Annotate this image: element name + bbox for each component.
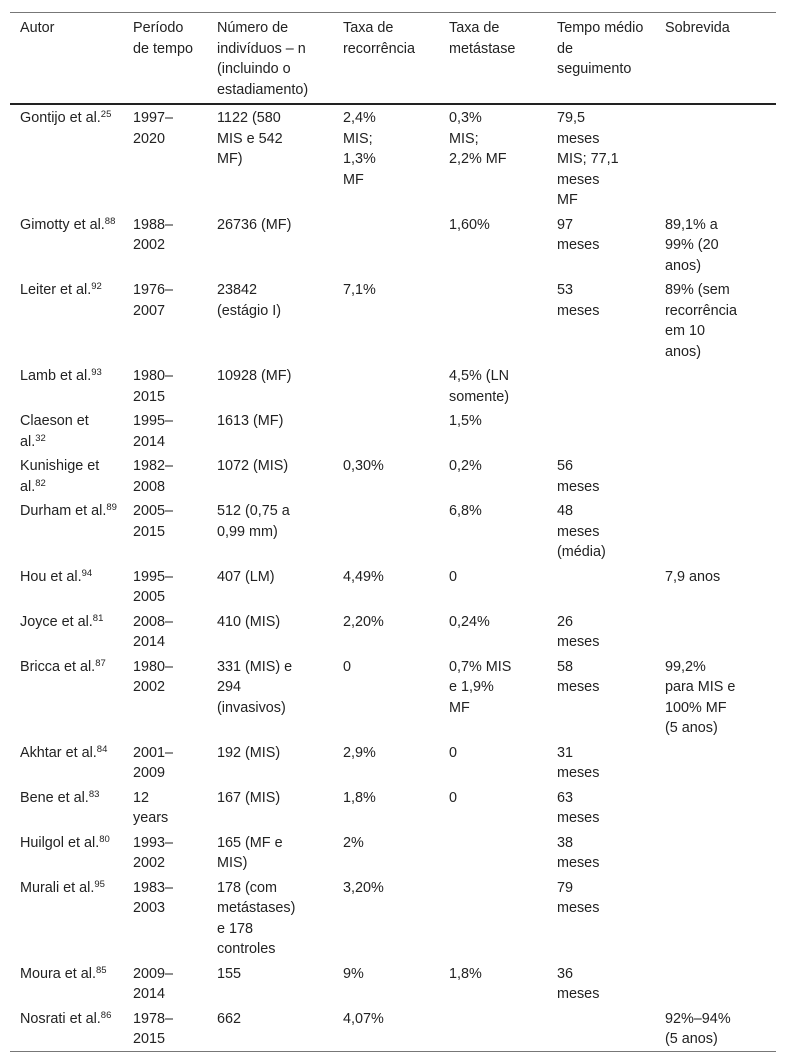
- cell-author: [10, 875, 123, 961]
- cell-period: 1995– 2005: [133, 568, 174, 605]
- reference-number: 88: [104, 215, 116, 227]
- author-name: Joyce et al.: [20, 613, 93, 630]
- cell-author: [10, 785, 123, 830]
- author-name: Leiter et al.: [20, 282, 92, 298]
- author-name: Durham et al.: [20, 503, 107, 519]
- cell-survival: [655, 498, 776, 564]
- cell-n: 10928 (MF): [217, 368, 292, 384]
- cell-metastasis: 0: [449, 789, 458, 806]
- cell-recurrence: 1,8%: [343, 789, 376, 806]
- cell-recurrence: 4,07%: [343, 1010, 384, 1027]
- author-name: Kunishige et al.: [20, 458, 100, 495]
- cell-survival: 7,9 anos: [665, 568, 721, 585]
- cell-survival: [655, 609, 776, 654]
- cell-n: 512 (0,75 a 0,99 mm): [217, 503, 290, 540]
- cell-author: [10, 104, 123, 212]
- reference-number: 86: [100, 1009, 112, 1021]
- cell-n: 1072 (MIS): [217, 458, 289, 474]
- cell-author: [10, 830, 123, 875]
- cell-followup: 26 meses: [557, 613, 600, 650]
- table-row: [10, 453, 776, 498]
- cell-followup: 97 meses: [557, 216, 600, 253]
- cell-recurrence: [333, 212, 439, 278]
- header-survival: Sobrevida: [665, 20, 730, 36]
- cell-survival: 89% (sem recorrência em 10 anos): [665, 282, 737, 360]
- cell-author: [10, 740, 123, 785]
- header-author: Autor: [20, 20, 55, 36]
- header-period: Período de tempo: [133, 20, 194, 57]
- cell-survival: [655, 363, 776, 408]
- table-row: [10, 785, 776, 830]
- cell-survival: [655, 408, 776, 453]
- reference-number: 87: [95, 657, 106, 669]
- reference-number: 81: [92, 612, 104, 624]
- table-row: [10, 564, 776, 609]
- reference-number: 92: [91, 281, 102, 292]
- table-row: [10, 363, 776, 408]
- cell-author: [10, 363, 123, 408]
- table-row: [10, 277, 776, 363]
- cell-period: 2005– 2015: [133, 503, 174, 540]
- cell-followup: 58 meses: [557, 658, 600, 695]
- cell-period: 1982– 2008: [133, 458, 174, 495]
- cell-followup: [547, 363, 655, 408]
- reference-number: 85: [96, 964, 107, 976]
- cell-followup: 31 meses: [557, 744, 600, 781]
- cell-metastasis: 0,3% MIS; 2,2% MF: [449, 110, 507, 167]
- cell-followup: 36 meses: [557, 965, 600, 1002]
- author-name: Bene et al.: [20, 789, 89, 806]
- cell-recurrence: [333, 408, 439, 453]
- table-header-row: [10, 13, 776, 105]
- cell-n: 407 (LM): [217, 568, 275, 585]
- reference-number: 93: [91, 367, 102, 378]
- cell-followup: [547, 408, 655, 453]
- cell-period: 2001– 2009: [133, 744, 174, 781]
- cell-survival: [655, 961, 776, 1006]
- cell-period: 1980– 2002: [133, 658, 174, 695]
- author-name: Murali et al.: [20, 879, 95, 896]
- cell-recurrence: 2%: [343, 834, 364, 851]
- cell-author: [10, 277, 123, 363]
- cell-metastasis: [439, 277, 547, 363]
- cell-followup: 38 meses: [557, 834, 600, 871]
- cell-survival: [655, 740, 776, 785]
- reference-number: 32: [35, 432, 46, 444]
- cell-period: 1988– 2002: [133, 216, 174, 253]
- cell-followup: 79 meses: [557, 879, 600, 916]
- table-row: [10, 654, 776, 740]
- cell-author: [10, 654, 123, 740]
- cell-survival: [655, 104, 776, 212]
- cell-period: 1997– 2020: [133, 110, 174, 147]
- cell-followup: 63 meses: [557, 789, 600, 826]
- table-row: [10, 498, 776, 564]
- cell-author: [10, 212, 123, 278]
- table-row: [10, 212, 776, 278]
- cell-n: 662: [217, 1010, 242, 1027]
- header-metastasis: Taxa de metástase: [449, 20, 516, 57]
- cell-metastasis: [439, 1006, 547, 1052]
- cell-recurrence: 0,30%: [343, 458, 384, 474]
- reference-number: 94: [81, 567, 93, 579]
- author-name: Huilgol et al.: [20, 834, 100, 851]
- cell-recurrence: 2,9%: [343, 744, 376, 761]
- cell-recurrence: 9%: [343, 965, 364, 982]
- reference-number: 80: [99, 833, 110, 845]
- reference-number: 95: [94, 878, 105, 890]
- table-row: [10, 875, 776, 961]
- cell-n: 192 (MIS): [217, 744, 281, 761]
- cell-recurrence: 3,20%: [343, 879, 384, 896]
- header-recurrence: Taxa de recorrência: [343, 20, 415, 57]
- header-n: Número de indivíduos – n (incluindo o estadiamento): [217, 20, 309, 98]
- author-name: Akhtar et al.: [20, 744, 97, 761]
- author-name: Gimotty et al.: [20, 216, 105, 233]
- cell-survival: [655, 785, 776, 830]
- cell-followup: [547, 564, 655, 609]
- cell-n: 26736 (MF): [217, 216, 292, 233]
- cell-period: 1995– 2014: [133, 413, 174, 450]
- cell-survival: [655, 830, 776, 875]
- table-row: [10, 830, 776, 875]
- cell-metastasis: 6,8%: [449, 503, 482, 519]
- reference-number: 25: [100, 109, 112, 120]
- cell-recurrence: 0: [343, 658, 352, 675]
- cell-survival: [655, 453, 776, 498]
- table-body: [10, 104, 776, 1051]
- table-row: [10, 408, 776, 453]
- reference-number: 83: [88, 788, 100, 800]
- cell-author: [10, 564, 123, 609]
- cell-metastasis: 0: [449, 568, 458, 585]
- cell-period: 1993– 2002: [133, 834, 174, 871]
- cell-author: [10, 408, 123, 453]
- author-name: Gontijo et al.: [20, 110, 101, 126]
- reference-number: 84: [96, 743, 108, 755]
- cell-n: 178 (com metástases) e 178 controles: [217, 879, 296, 957]
- cell-metastasis: 1,8%: [449, 965, 482, 982]
- cell-metastasis: 4,5% (LN somente): [449, 368, 509, 405]
- cell-author: [10, 1006, 123, 1052]
- cell-followup: 53 meses: [557, 282, 600, 319]
- author-name: Lamb et al.: [20, 368, 92, 384]
- cell-n: 410 (MIS): [217, 613, 281, 630]
- cell-n: 167 (MIS): [217, 789, 281, 806]
- cell-followup: 48 meses (média): [557, 503, 606, 560]
- cell-metastasis: 0,2%: [449, 458, 482, 474]
- cell-survival: 99,2% para MIS e 100% MF (5 anos): [665, 658, 736, 736]
- author-name: Hou et al.: [20, 568, 82, 585]
- cell-n: 165 (MF e MIS): [217, 834, 283, 871]
- cell-period: 2009– 2014: [133, 965, 174, 1002]
- cell-period: 1976– 2007: [133, 282, 174, 319]
- table-row: [10, 609, 776, 654]
- author-name: Claeson et al.: [20, 413, 89, 450]
- cell-survival: 92%–94% (5 anos): [665, 1010, 731, 1047]
- cell-recurrence: 7,1%: [343, 282, 376, 298]
- cell-author: [10, 609, 123, 654]
- cell-period: 1980– 2015: [133, 368, 174, 405]
- table-row: [10, 740, 776, 785]
- author-name: Moura et al.: [20, 965, 96, 982]
- cell-followup: 56 meses: [557, 458, 600, 495]
- cell-author: [10, 961, 123, 1006]
- cell-metastasis: 1,60%: [449, 216, 490, 233]
- cell-n: 23842 (estágio I): [217, 282, 281, 319]
- reference-number: 89: [106, 502, 117, 513]
- melanoma-studies-table: [10, 12, 776, 1052]
- cell-recurrence: [333, 363, 439, 408]
- cell-period: 1983– 2003: [133, 879, 174, 916]
- cell-followup: 79,5 meses MIS; 77,1 meses MF: [557, 110, 619, 208]
- cell-metastasis: 0: [449, 744, 458, 761]
- cell-recurrence: 4,49%: [343, 568, 384, 585]
- cell-survival: [655, 875, 776, 961]
- cell-metastasis: 0,7% MIS e 1,9% MF: [449, 658, 512, 716]
- cell-n: 1122 (580 MIS e 542 MF): [217, 110, 283, 167]
- cell-metastasis: 0,24%: [449, 613, 490, 630]
- author-name: Nosrati et al.: [20, 1010, 101, 1027]
- cell-n: 1613 (MF): [217, 413, 284, 429]
- cell-n: 155: [217, 965, 242, 982]
- author-name: Bricca et al.: [20, 658, 96, 675]
- cell-period: 2008– 2014: [133, 613, 174, 650]
- table-row: [10, 961, 776, 1006]
- cell-survival: 89,1% a 99% (20 anos): [665, 216, 719, 274]
- table-row: [10, 1006, 776, 1052]
- cell-recurrence: 2,20%: [343, 613, 384, 630]
- cell-metastasis: [439, 830, 547, 875]
- cell-n: 331 (MIS) e 294 (invasivos): [217, 658, 293, 716]
- cell-recurrence: 2,4% MIS; 1,3% MF: [343, 110, 376, 188]
- cell-metastasis: 1,5%: [449, 413, 482, 429]
- cell-recurrence: [333, 498, 439, 564]
- cell-followup: [547, 1006, 655, 1052]
- cell-period: 1978– 2015: [133, 1010, 174, 1047]
- cell-period: 12 years: [133, 789, 169, 826]
- reference-number: 82: [35, 477, 46, 489]
- table-row: [10, 104, 776, 212]
- cell-metastasis: [439, 875, 547, 961]
- cell-author: [10, 453, 123, 498]
- header-followup: Tempo médio de seguimento: [557, 20, 644, 77]
- cell-author: [10, 498, 123, 564]
